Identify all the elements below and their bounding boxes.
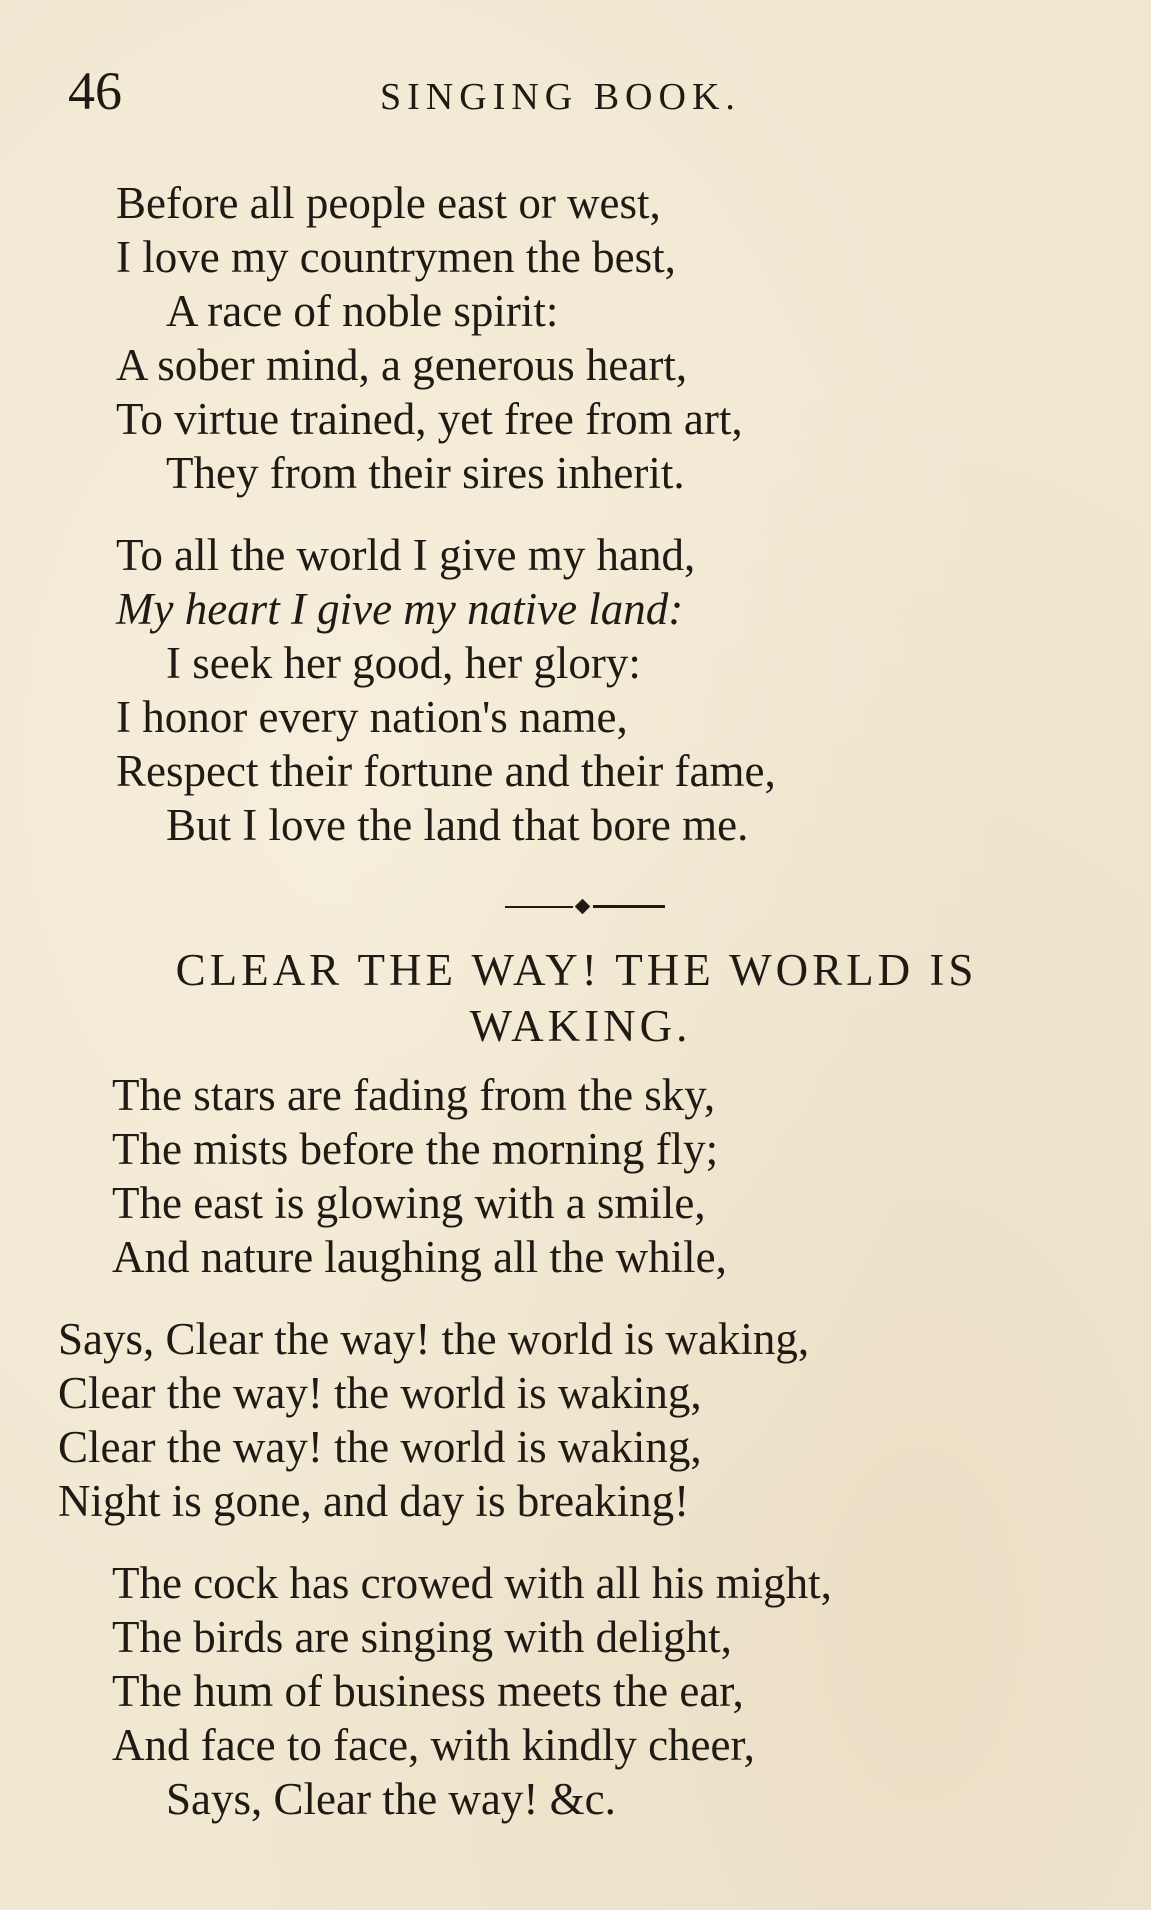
verse-line: Before all people east or west,: [116, 178, 661, 228]
verse-line: I seek her good, her glory:: [166, 638, 641, 688]
verse-line: And face to face, with kindly cheer,: [112, 1720, 755, 1770]
verse-line: A race of noble spirit:: [166, 286, 559, 336]
verse-line: I love my countrymen the best,: [116, 232, 676, 282]
verse-line: They from their sires inherit.: [166, 448, 685, 498]
divider-rule-left: [505, 906, 573, 908]
verse-line: I honor every nation's name,: [116, 692, 628, 742]
divider-rule-right: [593, 905, 665, 908]
verse-line: And nature laughing all the while,: [112, 1232, 727, 1282]
poem-stanza-2: [0, 528, 1151, 852]
running-head: SINGING BOOK.: [380, 76, 741, 118]
song-stanza-1: [0, 1068, 1151, 1284]
chorus-line: Says, Clear the way! the world is waking,: [58, 1314, 810, 1364]
verse-line: A sober mind, a generous heart,: [116, 340, 688, 390]
divider-ornament: [575, 899, 591, 915]
verse-line: Respect their fortune and their fame,: [116, 746, 776, 796]
verse-line: But I love the land that bore me.: [166, 800, 749, 850]
verse-line: Says, Clear the way! &c.: [166, 1774, 616, 1824]
song-title-line-1: CLEAR THE WAY! THE WORLD IS: [175, 945, 978, 995]
page-number: 46: [68, 61, 122, 121]
poem-stanza-1: [0, 176, 1151, 500]
verse-line: The mists before the morning fly;: [112, 1124, 719, 1174]
verse-line: The cock has crowed with all his might,: [112, 1558, 832, 1608]
page-header: [0, 56, 1151, 126]
verse-line-italic: My heart I give my native land:: [116, 584, 684, 634]
chorus-line: Night is gone, and day is breaking!: [58, 1476, 690, 1526]
song-title: [0, 942, 1151, 1054]
verse-line: The birds are singing with delight,: [112, 1612, 732, 1662]
verse-line: The east is glowing with a smile,: [112, 1178, 706, 1228]
chorus-line: Clear the way! the world is waking,: [58, 1368, 702, 1418]
section-divider: [505, 895, 665, 919]
song-chorus: [0, 1312, 1151, 1528]
verse-line: The hum of business meets the ear,: [112, 1666, 744, 1716]
song-stanza-2: [0, 1556, 1151, 1826]
verse-line: To virtue trained, yet free from art,: [116, 394, 743, 444]
chorus-line: Clear the way! the world is waking,: [58, 1422, 702, 1472]
verse-line: To all the world I give my hand,: [116, 530, 696, 580]
song-title-line-2: WAKING.: [469, 1001, 692, 1051]
verse-line: The stars are fading from the sky,: [112, 1070, 716, 1120]
